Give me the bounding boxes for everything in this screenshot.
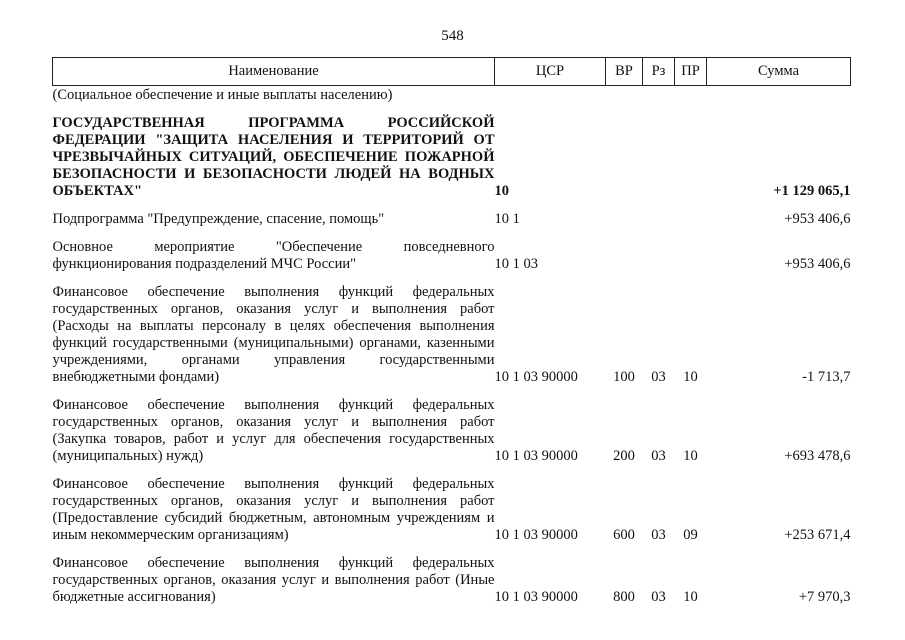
budget-table [52, 57, 851, 606]
row-name: Подпрограмма "Предупреждение, спасение, помощь" [52, 211, 385, 227]
row-spacer-cell [53, 465, 851, 476]
row-rz: 03 [651, 448, 666, 464]
row-csr: 10 1 03 90000 [494, 369, 578, 385]
row-pr: 10 [683, 448, 698, 464]
row-spacer [53, 228, 851, 239]
page-number: 548 [441, 28, 464, 44]
row-csr: 10 1 [494, 211, 520, 227]
row-pr: 10 [683, 589, 698, 605]
row-sum: +7 970,3 [798, 589, 851, 605]
row-name: Финансовое обеспечение выполнения функций федеральных государственных органов, оказания услуг и выполнения работ (Закупка товаров, работ и услуг для обеспечения государственных (муниципальных) нужд) [52, 397, 495, 464]
header-pr: ПР [675, 58, 707, 86]
row-rz [643, 239, 675, 273]
row-csr: 10 1 03 90000 [494, 448, 578, 464]
row-pr [675, 239, 707, 273]
row-csr: 10 1 03 90000 [494, 527, 578, 543]
row-spacer-cell [53, 386, 851, 397]
row-spacer-cell [53, 544, 851, 555]
row-rz [643, 211, 675, 228]
row-name: Финансовое обеспечение выполнения функций федеральных государственных органов, оказания услуг и выполнения работ (Предоставление субсидий бюджетным, автономным учреждениям и иным некоммерческим организациям) [52, 476, 495, 543]
row-vr [606, 239, 643, 273]
row-name: Основное мероприятие "Обеспечение повседневного функционирования подразделений МЧС России" [52, 239, 495, 272]
header-sum: Сумма [707, 58, 851, 86]
header-csr: ЦСР [495, 58, 606, 86]
table-row [53, 555, 851, 606]
row-rz [643, 115, 675, 200]
row-vr: 600 [613, 527, 635, 543]
row-spacer [53, 104, 851, 115]
row-vr [606, 211, 643, 228]
table-row [53, 397, 851, 465]
row-spacer-cell [53, 273, 851, 284]
row-name: Финансовое обеспечение выполнения функций федеральных государственных органов, оказания услуг и выполнения работ (Иные бюджетные ассигнования) [52, 555, 495, 605]
row-spacer-cell [53, 228, 851, 239]
header-vr: ВР [606, 58, 643, 86]
row-pr [675, 115, 707, 200]
row-sum: -1 713,7 [802, 369, 851, 385]
row-spacer-cell [53, 104, 851, 115]
row-spacer [53, 465, 851, 476]
row-csr: 10 1 03 [494, 256, 538, 272]
row-spacer [53, 200, 851, 211]
row-rz: 03 [651, 589, 666, 605]
table-row [53, 115, 851, 200]
table-row [53, 211, 851, 228]
row-name: Финансовое обеспечение выполнения функций федеральных государственных органов, оказания услуг и выполнения работ (Расходы на выплаты персоналу в целях обеспечения выполнения функций государственными (муниципальными) органами, казенными учреждениями, органами управления государственными внебюджетными фондами) [52, 284, 495, 385]
row-sum: +693 478,6 [784, 448, 851, 464]
row-sum: +1 129 065,1 [773, 183, 851, 199]
row-name: ГОСУДАРСТВЕННАЯ ПРОГРАММА РОССИЙСКОЙ ФЕДЕРАЦИИ "ЗАЩИТА НАСЕЛЕНИЯ И ТЕРРИТОРИЙ ОТ ЧРЕЗВЫЧАЙНЫХ СИТУАЦИЙ, ОБЕСПЕЧЕНИЕ ПОЖАРНОЙ БЕЗОПАСНОСТИ И БЕЗОПАСНОСТИ ЛЮДЕЙ НА ВОДНЫХ ОБЪЕКТАХ" [52, 115, 495, 199]
row-pr: 09 [683, 527, 698, 543]
row-rz: 03 [651, 369, 666, 385]
row-rz: 03 [651, 527, 666, 543]
row-sum: +953 406,6 [784, 211, 851, 227]
row-sum: +953 406,6 [784, 256, 851, 272]
row-csr: 10 [494, 183, 509, 199]
row-pr: 10 [683, 369, 698, 385]
row-pr [675, 211, 707, 228]
header-name: Наименование [53, 58, 495, 86]
table-row [53, 284, 851, 386]
table-row [53, 239, 851, 273]
row-spacer [53, 273, 851, 284]
header-rz: Рз [643, 58, 675, 86]
row-vr: 200 [613, 448, 635, 464]
row-vr: 100 [613, 369, 635, 385]
row-vr [606, 115, 643, 200]
row-spacer-cell [53, 200, 851, 211]
row-csr: 10 1 03 90000 [494, 589, 578, 605]
row-vr: 800 [613, 589, 635, 605]
continuation-text: (Социальное обеспечение и иные выплаты населению) [52, 87, 393, 103]
table-header-row [53, 58, 851, 86]
row-sum: +253 671,4 [784, 527, 851, 543]
continuation-row [53, 86, 851, 105]
row-spacer [53, 386, 851, 397]
row-spacer [53, 544, 851, 555]
table-row [53, 476, 851, 544]
